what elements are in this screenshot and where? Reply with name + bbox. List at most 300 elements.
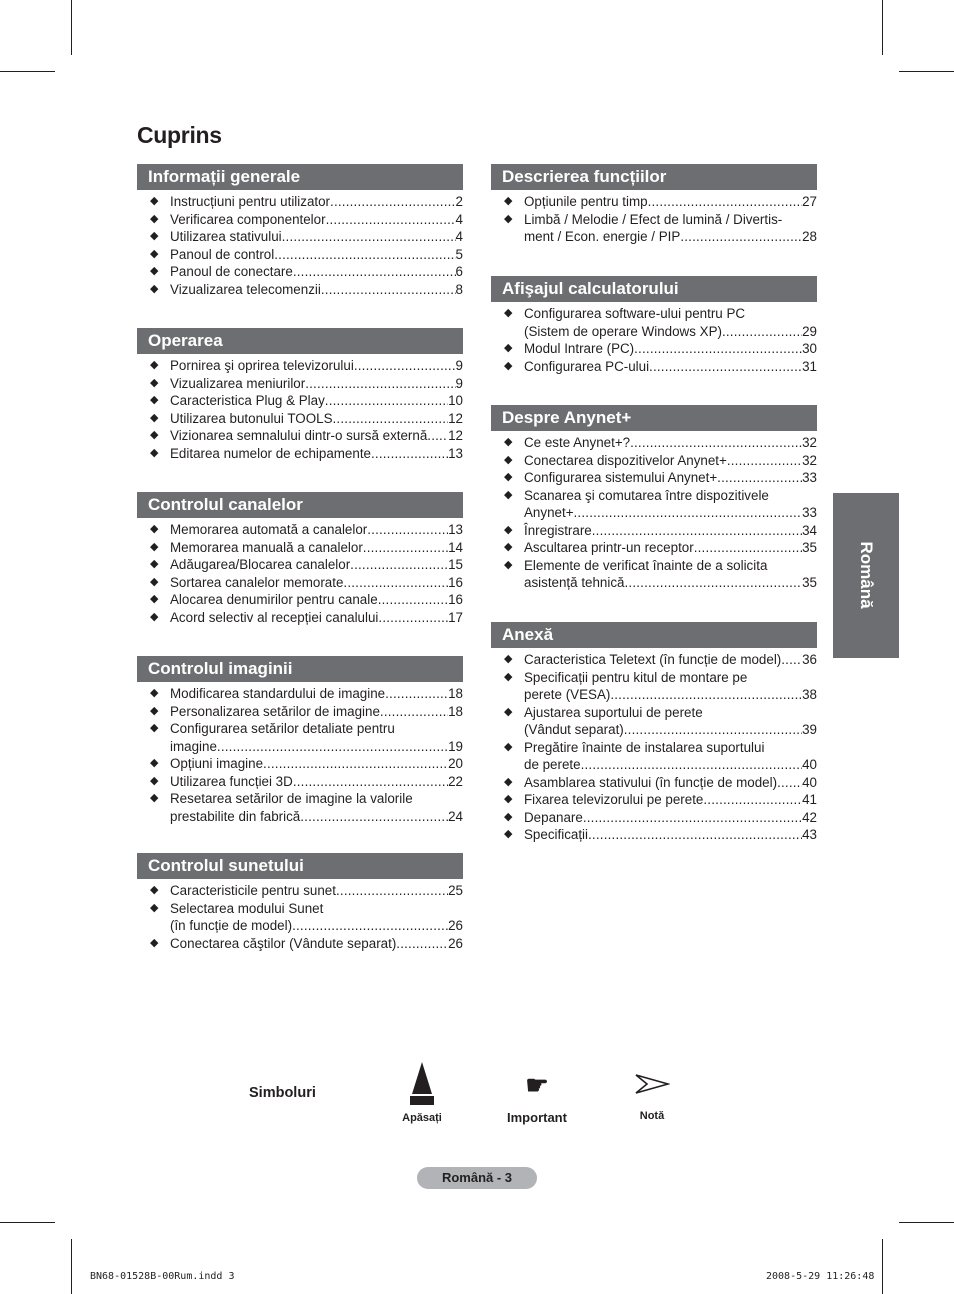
toc-item-text: Modificarea standardului de imagine [170,686,386,701]
diamond-bullet-icon: ◆ [150,446,159,459]
toc-list [137,354,463,462]
toc-item-text: Modul Intrare (PC) [524,341,635,356]
dot-leader [634,340,802,358]
toc-item[interactable] [137,685,463,703]
dot-leader [326,211,456,229]
toc-item[interactable] [491,452,817,470]
toc-item-line [170,900,463,918]
page-number-badge: Română - 3 [417,1167,537,1189]
section-heading: Operarea [137,328,463,354]
toc-section [491,276,817,375]
dot-leader [378,591,448,609]
toc-item-text: (Sistem de operare Windows XP) [524,323,722,339]
toc-item-line [170,574,463,592]
toc-item-line [170,375,463,393]
section-heading: Descrierea funcțiilor [491,164,817,190]
toc-item-line [170,228,463,246]
toc-page-number: 9 [455,375,463,391]
toc-item[interactable] [491,358,817,376]
dot-leader [300,808,448,826]
toc-item-line [524,228,817,246]
diamond-bullet-icon: ◆ [150,265,159,277]
toc-page-number: 26 [448,935,463,951]
toc-page-number: 26 [448,918,463,933]
toc-item-text: Configurarea setărilor detaliate pentru [170,721,395,736]
language-tab [833,493,899,658]
toc-item[interactable] [137,246,463,264]
toc-item[interactable] [491,739,817,774]
toc-list [137,518,463,626]
toc-page-number: 34 [802,522,817,538]
toc-item-text: Elemente de verificat înainte de a solicita [524,557,768,573]
toc-item-text: imagine [170,738,217,754]
section-heading: Informații generale [137,164,463,190]
dot-leader [630,434,802,452]
toc-item-text: Specificații pentru kitul de montare pe [524,669,748,685]
diamond-bullet-icon: ◆ [150,359,159,371]
toc-item[interactable] [491,809,817,827]
crop-mark [899,1222,954,1223]
crop-mark [882,0,883,55]
toc-item[interactable] [137,410,463,428]
toc-item-line [170,591,463,609]
toc-item-line [524,305,817,323]
toc-item[interactable] [137,609,463,627]
toc-item-line [524,651,817,669]
diamond-bullet-icon: ◆ [150,722,159,734]
toc-item[interactable] [137,556,463,574]
toc-item-line [524,211,817,229]
toc-item[interactable] [491,305,817,340]
dot-leader [263,755,448,773]
crop-mark [882,1239,883,1294]
dot-leader [333,410,449,428]
toc-item-line [170,917,463,935]
toc-page-number: 24 [448,808,463,824]
dot-leader [363,539,448,557]
dot-leader [427,427,448,445]
diamond-bullet-icon: ◆ [504,212,513,225]
toc-page-number: 36 [802,652,817,667]
toc-page-number: 25 [448,883,463,898]
toc-item-text: Alocarea denumirilor pentru canale [170,592,378,607]
toc-item[interactable] [137,445,463,463]
toc-page-number: 2 [455,194,463,209]
toc-item-text: Acord selectiv al recepției canalului [170,609,379,625]
toc-page-number: 28 [802,229,817,244]
toc-item-text: Utilizarea funcției 3D [170,773,293,789]
diamond-bullet-icon: ◆ [150,540,159,553]
section-heading: Afişajul calculatorului [491,276,817,302]
toc-item-text: Conectarea dispozitivelor Anynet+ [524,452,727,468]
toc-page-number: 39 [802,722,817,737]
toc-item-line [524,704,817,722]
toc-list [491,190,817,246]
toc-item-line [170,556,463,574]
toc-item[interactable] [137,427,463,445]
toc-item-line [524,434,817,452]
toc-item-text: Memorarea manuală a canalelor [170,539,363,555]
toc-item-line [170,263,463,281]
toc-page-number: 15 [448,557,463,572]
toc-item-text: (Vândut separat) [524,722,624,737]
diamond-bullet-icon: ◆ [150,523,159,535]
toc-item-text: Verificarea componentelor [170,211,326,227]
toc-item-text: Depanare [524,809,583,825]
toc-page-number: 30 [802,341,817,356]
toc-item[interactable] [137,773,463,791]
toc-page-number: 4 [455,211,463,227]
toc-item[interactable] [137,392,463,410]
dot-leader [371,445,448,463]
toc-item-line [524,469,817,487]
dot-leader [396,935,448,953]
toc-item-text: Selectarea modului Sunet [170,900,324,916]
toc-item[interactable] [137,703,463,721]
diamond-bullet-icon: ◆ [150,687,159,699]
toc-page-number: 32 [802,452,817,468]
footer-datetime: 2008-5-29 11:26:48 [766,1271,875,1282]
toc-item[interactable] [137,755,463,773]
diamond-bullet-icon: ◆ [150,230,159,242]
symbols-label: Simboluri [249,1085,316,1101]
dot-leader [367,521,448,539]
toc-page-number: 38 [802,687,817,702]
toc-item-line [170,790,463,808]
toc-item-line [524,826,817,844]
toc-item-text: Vizualizarea meniurilor [170,375,306,391]
toc-item[interactable] [491,774,817,792]
toc-item[interactable] [137,900,463,935]
toc-item[interactable] [137,228,463,246]
section-heading: Anexă [491,622,817,648]
diamond-bullet-icon: ◆ [504,471,513,483]
diamond-bullet-icon: ◆ [150,394,159,406]
toc-item[interactable] [491,651,817,669]
toc-item[interactable] [137,591,463,609]
toc-item[interactable] [491,669,817,704]
toc-page-number: 18 [448,686,463,701]
toc-page-number: 33 [802,470,817,485]
toc-item-line [170,410,463,428]
dot-leader [722,323,802,341]
toc-item[interactable] [137,720,463,755]
toc-item-text: Anynet+ [524,505,574,520]
diamond-bullet-icon: ◆ [504,307,513,319]
toc-item[interactable] [491,522,817,540]
toc-item[interactable] [491,557,817,592]
toc-item[interactable] [137,574,463,592]
toc-item[interactable] [137,935,463,953]
section-heading: Controlul sunetului [137,853,463,879]
toc-item[interactable] [137,521,463,539]
toc-section [137,492,463,626]
diamond-bullet-icon: ◆ [504,541,513,553]
toc-page-number: 33 [802,505,817,520]
toc-item-text: Resetarea setărilor de imagine la valorile [170,791,413,806]
dot-leader [378,609,448,627]
toc-item[interactable] [137,882,463,900]
dot-leader [217,738,448,756]
toc-item-line [170,193,463,211]
toc-item-text: Utilizarea butonului TOOLS [170,410,333,426]
note-symbol [627,1072,677,1122]
crop-mark [71,0,72,55]
toc-item-line [170,539,463,557]
toc-item-text: Configurarea software-ului pentru PC [524,306,746,321]
toc-item[interactable] [491,193,817,211]
crop-mark [899,71,954,72]
important-symbol [497,1072,577,1125]
toc-item[interactable] [137,281,463,299]
toc-item-line [170,609,463,627]
toc-page-number: 8 [455,281,463,297]
toc-page-number: 20 [448,756,463,771]
toc-item-line [524,791,817,809]
toc-page-number: 6 [455,264,463,279]
toc-item[interactable] [137,211,463,229]
dot-leader [583,809,802,827]
toc-item[interactable] [491,791,817,809]
diamond-bullet-icon: ◆ [150,593,159,605]
toc-item-text: perete (VESA) [524,687,611,702]
dot-leader [703,791,802,809]
toc-item-line [170,357,463,375]
diamond-bullet-icon: ◆ [504,705,513,718]
toc-section [491,164,817,246]
dot-leader [625,574,803,592]
toc-item-line [524,739,817,757]
diamond-bullet-icon: ◆ [504,740,513,753]
toc-item-text: Memorarea automată a canalelor [170,522,368,537]
toc-item[interactable] [491,539,817,557]
toc-page-number: 41 [802,792,817,807]
toc-item[interactable] [137,263,463,281]
toc-item-line [170,281,463,299]
toc-item[interactable] [491,487,817,522]
press-label: Apăsați [402,1112,442,1124]
toc-item-line [524,358,817,376]
toc-list [491,431,817,592]
toc-item-line [170,685,463,703]
diamond-bullet-icon: ◆ [150,575,159,588]
dot-leader [282,228,456,246]
toc-section [491,405,817,592]
toc-item-line [524,669,817,687]
diamond-bullet-icon: ◆ [504,558,513,571]
toc-item[interactable] [491,826,817,844]
toc-item-text: Ce este Anynet+? [524,435,631,450]
toc-list [137,879,463,952]
dot-leader [292,917,448,935]
dot-leader [781,651,802,669]
toc-item-text: Vizualizarea telecomenzii [170,281,321,297]
toc-item[interactable] [137,790,463,825]
dot-leader [350,556,448,574]
toc-item-text: Fixarea televizorului pe perete [524,792,704,807]
toc-item[interactable] [137,357,463,375]
diamond-bullet-icon: ◆ [504,793,513,805]
toc-page-number: 12 [448,428,463,443]
toc-section [137,656,463,825]
toc-item-text: Editarea numelor de echipamente [170,445,371,461]
toc-section [491,622,817,844]
toc-list [137,682,463,825]
section-heading: Despre Anynet+ [491,405,817,431]
toc-item-text: Caracteristica Plug & Play [170,393,325,408]
toc-item[interactable] [491,704,817,739]
diamond-bullet-icon: ◆ [150,282,159,295]
toc-item-text: Configurarea PC-ului [524,358,650,374]
diamond-bullet-icon: ◆ [150,610,159,623]
dot-leader [694,539,802,557]
toc-item[interactable] [491,211,817,246]
toc-item-text: Asamblarea stativului (în funcție de model) [524,774,778,790]
toc-page-number: 22 [448,773,463,789]
toc-item-text: Panoul de control [170,246,275,262]
toc-item-text: Opțiunile pentru timp [524,194,648,209]
dot-leader [581,756,803,774]
toc-item-text: Adăugarea/Blocarea canalelor [170,557,351,572]
dot-leader [777,774,802,792]
toc-section [137,164,463,298]
toc-page-number: 27 [802,194,817,209]
toc-item-text: Conectarea căştilor (Vândute separat) [170,935,397,951]
toc-page-number: 10 [448,393,463,408]
toc-page-number: 32 [802,435,817,450]
toc-page-number: 16 [448,592,463,607]
important-label: Important [507,1110,567,1125]
diamond-bullet-icon: ◆ [150,558,159,570]
language-tab-label: Română [857,541,876,609]
diamond-bullet-icon: ◆ [504,195,513,207]
toc-item-line [170,703,463,721]
crop-mark [0,71,55,72]
toc-item[interactable] [137,539,463,557]
toc-item-text: Instrucțiuni pentru utilizator [170,194,331,209]
press-symbol [397,1060,447,1124]
toc-page-number: 14 [448,539,463,555]
toc-page-number: 5 [455,246,463,262]
toc-item-text: asistență tehnică [524,575,625,590]
dot-leader [380,703,448,721]
section-heading: Controlul imaginii [137,656,463,682]
toc-page-number: 43 [802,827,817,842]
toc-page-number: 13 [448,445,463,461]
diamond-bullet-icon: ◆ [504,436,513,448]
toc-item-line [524,340,817,358]
toc-item-line [170,211,463,229]
diamond-bullet-icon: ◆ [504,453,513,466]
toc-item[interactable] [137,193,463,211]
dot-leader [574,504,803,522]
toc-item-line [170,808,463,826]
toc-section [137,853,463,952]
toc-page-number: 12 [448,410,463,426]
toc-item-text: Limbă / Melodie / Efect de lumină / Divertis- [524,211,783,227]
toc-item-text: de perete [524,757,581,772]
toc-page-number: 42 [802,809,817,825]
toc-item-text: Opțiuni imagine [170,756,264,771]
diamond-bullet-icon: ◆ [504,810,513,823]
crop-mark [71,1239,72,1294]
toc-item-line [170,521,463,539]
toc-page-number: 17 [448,609,463,625]
toc-item-text: Personalizarea setărilor de imagine [170,703,380,719]
dot-leader [680,228,802,246]
toc-item-text: Vizionarea semnalului dintr-o sursă externă [170,428,428,443]
toc-item[interactable] [137,375,463,393]
diamond-bullet-icon: ◆ [150,774,159,787]
toc-page-number: 16 [448,574,463,590]
diamond-bullet-icon: ◆ [150,429,159,441]
diamond-bullet-icon: ◆ [504,359,513,372]
toc-item-text: Ascultarea printr-un receptor [524,540,694,555]
dot-leader [648,193,803,211]
crop-mark [0,1222,55,1223]
page-title: Cuprins [137,122,222,148]
diamond-bullet-icon: ◆ [150,376,159,389]
toc-item-line [170,755,463,773]
diamond-bullet-icon: ◆ [150,195,159,207]
dot-leader [727,452,802,470]
toc-page-number: 19 [448,738,463,754]
toc-item[interactable] [491,469,817,487]
dot-leader [354,357,456,375]
diamond-bullet-icon: ◆ [504,523,513,536]
toc-page-number: 35 [802,575,817,590]
toc-item-line [170,882,463,900]
toc-page-number: 4 [455,229,463,244]
diamond-bullet-icon: ◆ [150,247,159,260]
toc-item-line [170,246,463,264]
toc-item-line [170,738,463,756]
dot-leader [343,574,448,592]
toc-item-text: Panoul de conectare [170,264,293,279]
toc-item-line [524,809,817,827]
toc-item-line [524,774,817,792]
diamond-bullet-icon: ◆ [504,828,513,840]
toc-page-number: 31 [802,358,817,374]
toc-page-number: 40 [802,774,817,790]
diamond-bullet-icon: ◆ [150,704,159,717]
dot-leader [649,358,802,376]
toc-item-text: Configurarea sistemului Anynet+ [524,470,718,485]
dot-leader [274,246,455,264]
diamond-bullet-icon: ◆ [150,411,159,424]
diamond-bullet-icon: ◆ [504,488,513,501]
diamond-bullet-icon: ◆ [504,670,513,683]
diamond-bullet-icon: ◆ [150,757,159,769]
toc-section [137,328,463,462]
toc-item-line [524,487,817,505]
dot-leader [336,882,448,900]
dot-leader [321,281,456,299]
toc-page-number: 35 [802,540,817,555]
toc-item-line [524,574,817,592]
diamond-bullet-icon: ◆ [150,792,159,804]
dot-leader [592,522,802,540]
toc-item-line [524,557,817,575]
dot-leader [624,721,802,739]
toc-item[interactable] [491,340,817,358]
toc-item[interactable] [491,434,817,452]
diamond-bullet-icon: ◆ [150,936,159,949]
toc-item-text: Utilizarea stativului [170,229,282,244]
diamond-bullet-icon: ◆ [150,212,159,225]
toc-item-line [170,445,463,463]
toc-item-line [524,193,817,211]
